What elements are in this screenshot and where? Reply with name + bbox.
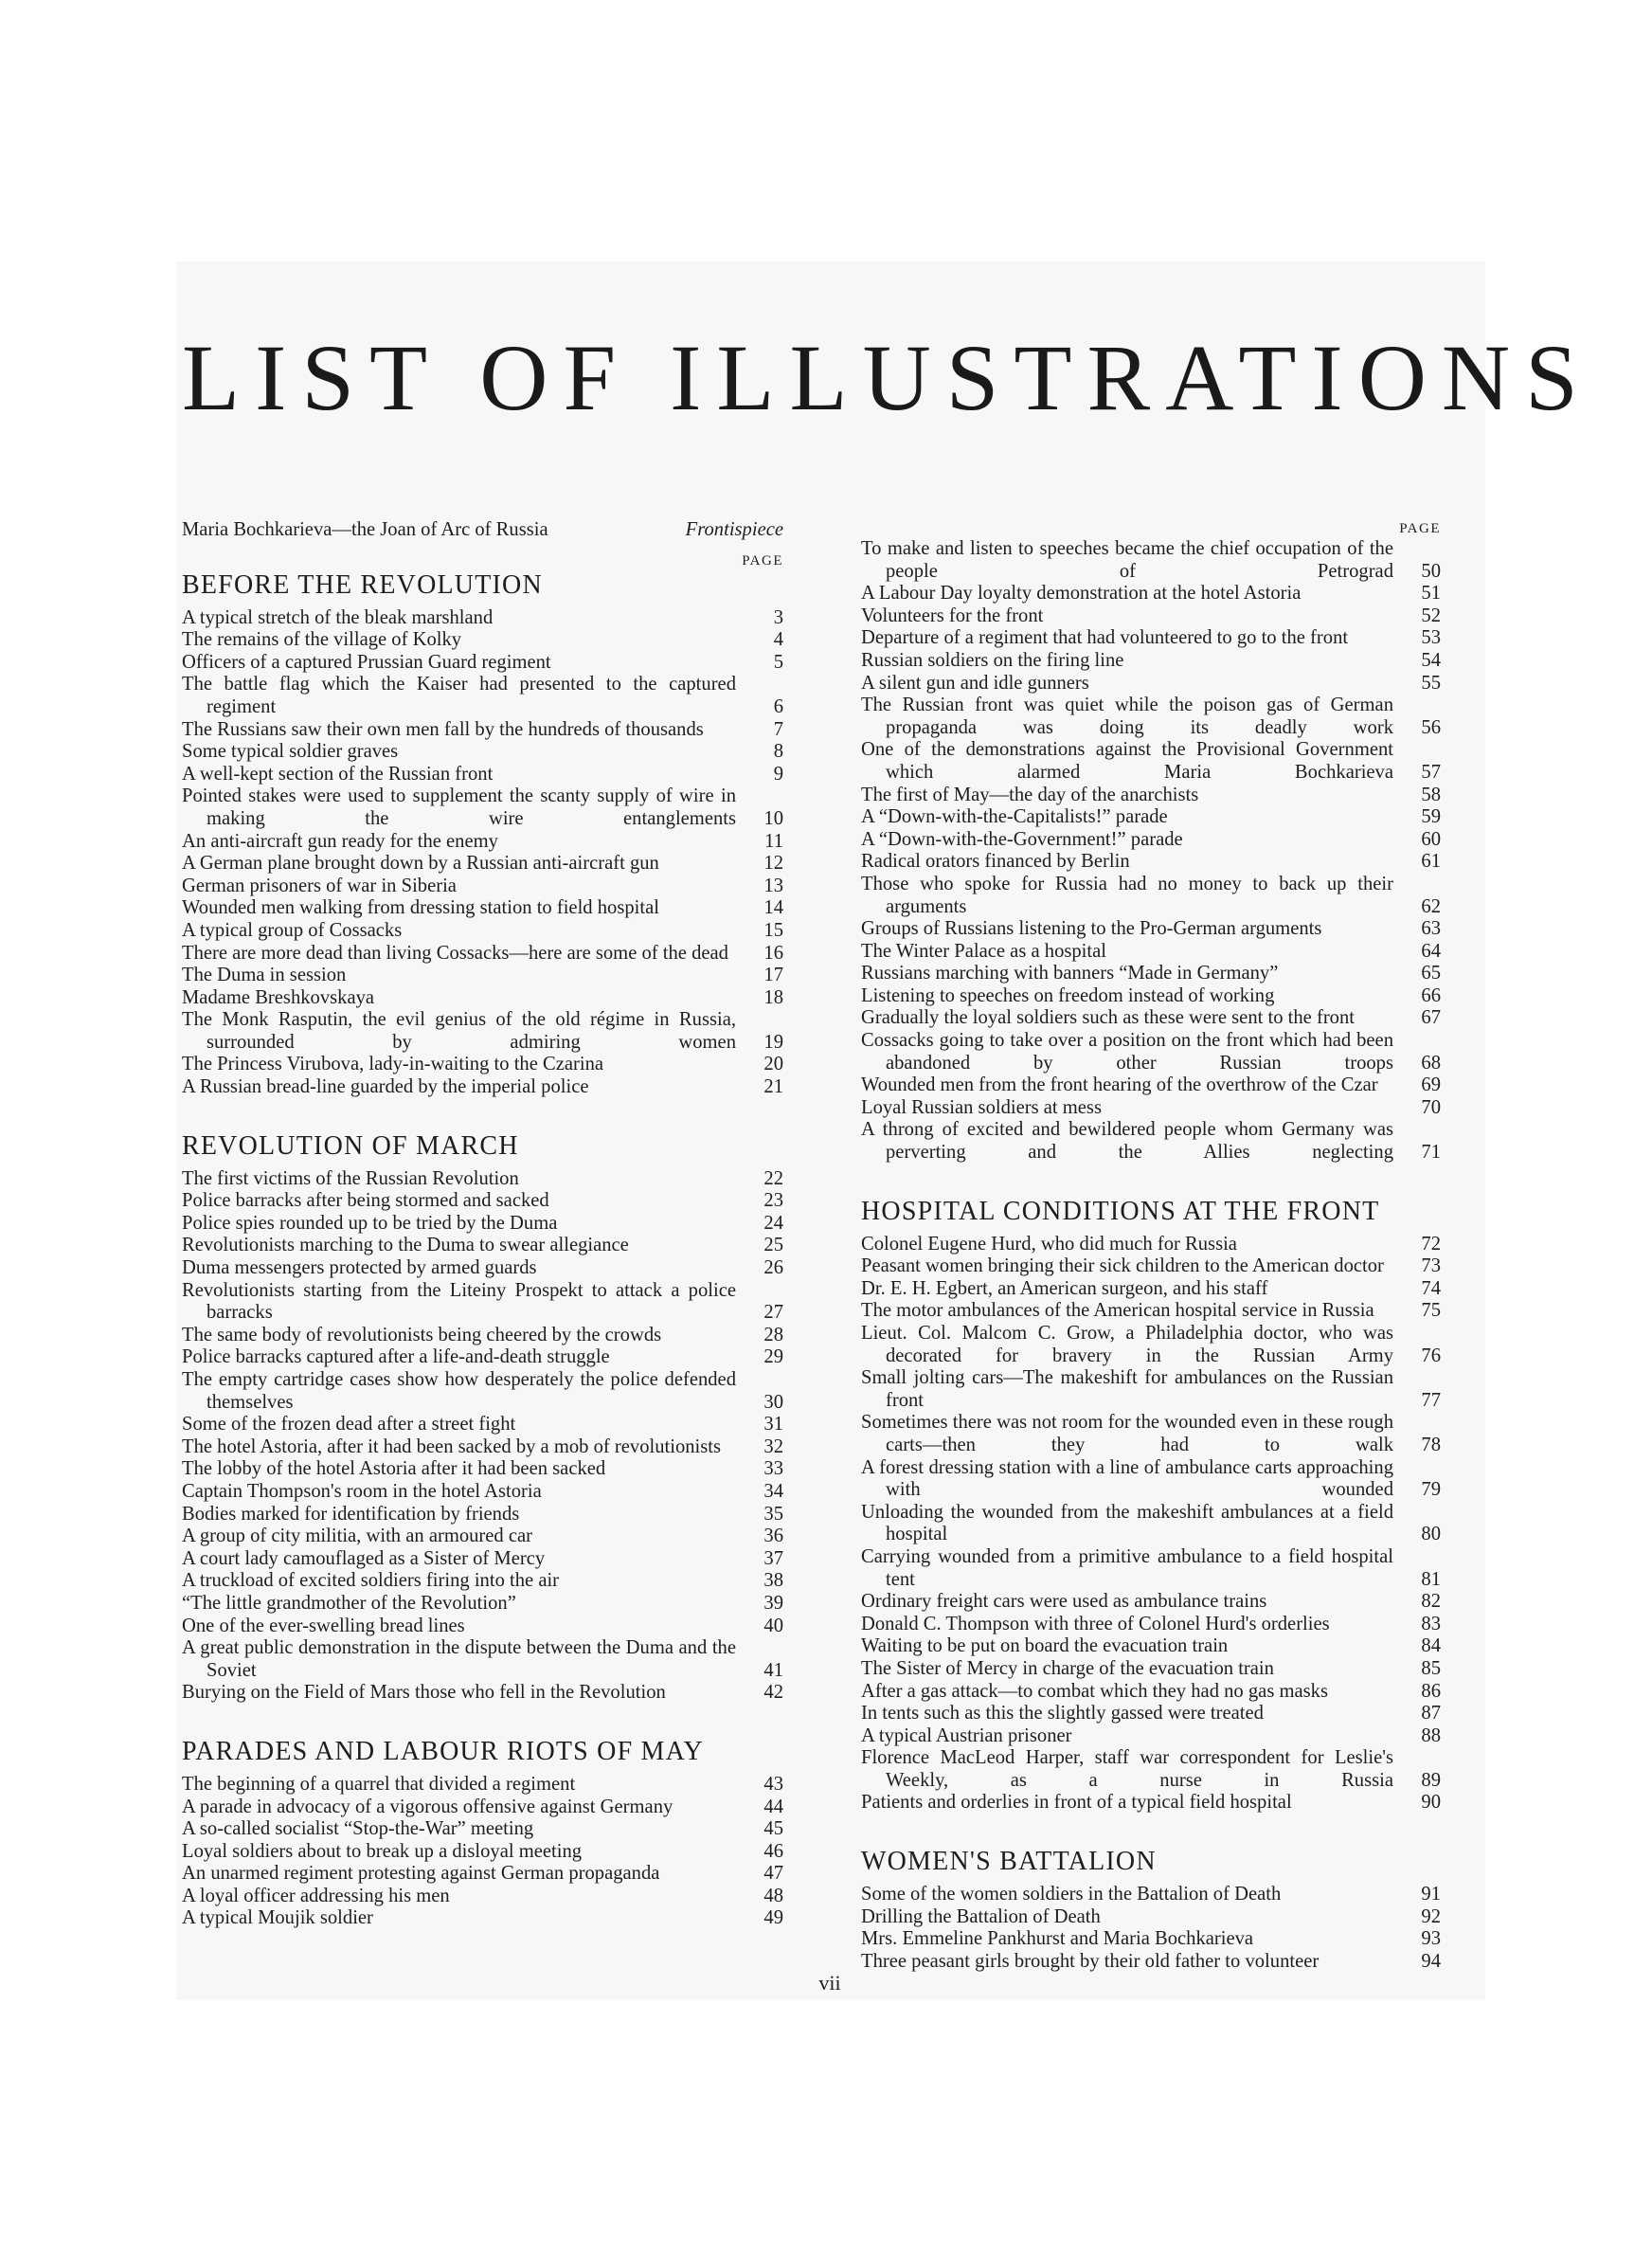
illustration-entry: [861, 1007, 1441, 1030]
illustration-entry: [861, 1884, 1441, 1906]
illustration-caption: Wounded men walking from dressing station to field hospital: [182, 897, 659, 919]
illustration-caption: A so-called socialist “Stop-the-War” meeting: [182, 1818, 534, 1840]
illustration-page-number: 29: [763, 1346, 783, 1368]
illustration-entry: [182, 652, 783, 675]
illustration-entry: [861, 918, 1441, 941]
illustration-page-number: 90: [1421, 1792, 1441, 1814]
illustration-entry: [861, 1951, 1441, 1974]
illustration-entry: [861, 1030, 1441, 1074]
illustration-caption: Groups of Russians listening to the Pro-German arguments: [861, 918, 1322, 940]
illustration-caption: Captain Thompson's room in the hotel Astoria: [182, 1480, 542, 1502]
illustration-page-number: 21: [763, 1076, 783, 1098]
illustration-entry: [182, 1168, 783, 1191]
illustration-page-number: 68: [1421, 1052, 1441, 1074]
illustration-caption: A loyal officer addressing his men: [182, 1885, 450, 1906]
frontispiece-label: Frontispiece: [685, 519, 783, 540]
illustration-entry: [861, 1906, 1441, 1929]
illustration-caption: After a gas attack—to combat which they had no gas masks: [861, 1680, 1328, 1702]
illustration-entry: [861, 1097, 1441, 1120]
section-list-parades-left: [182, 1774, 783, 1930]
illustration-page-number: 75: [1421, 1300, 1441, 1322]
illustration-entry: [861, 785, 1441, 807]
illustration-entry: [182, 1616, 783, 1638]
illustration-page-number: 91: [1421, 1884, 1441, 1905]
illustration-page-number: 22: [763, 1167, 783, 1189]
illustration-caption: A forest dressing station with a line of ambulance carts approaching with wounded: [861, 1456, 1393, 1501]
illustration-page-number: 74: [1421, 1277, 1441, 1299]
illustration-caption: Carrying wounded from a primitive ambulance to a field hospital tent: [861, 1545, 1393, 1590]
illustration-caption: The Monk Rasputin, the evil genius of the old régime in Russia, surrounded by admiring women: [182, 1009, 736, 1053]
illustration-entry: [861, 1614, 1441, 1636]
illustration-caption: The first victims of the Russian Revolution: [182, 1167, 519, 1189]
illustration-entry: [182, 741, 783, 764]
illustration-entry: [861, 695, 1441, 739]
illustration-caption: Madame Breshkovskaya: [182, 986, 375, 1008]
illustration-page-number: 49: [763, 1907, 783, 1929]
illustration-entry: [861, 829, 1441, 852]
illustration-caption: The battle flag which the Kaiser had presented to the captured regiment: [182, 674, 736, 717]
illustration-caption: Officers of a captured Prussian Guard regiment: [182, 651, 551, 673]
illustration-page-number: 6: [773, 695, 783, 717]
frontispiece-text: Maria Bochkarieva—the Joan of Arc of Russia: [182, 519, 548, 540]
illustration-caption: A well-kept section of the Russian front: [182, 763, 494, 785]
page-column-label-right: PAGE: [1399, 521, 1441, 536]
illustration-entry: [182, 764, 783, 786]
illustration-page-number: 62: [1421, 895, 1441, 917]
illustration-page-number: 47: [763, 1863, 783, 1885]
illustration-entry: [861, 1792, 1441, 1815]
illustration-entry: [861, 1725, 1441, 1748]
illustration-page-number: 80: [1421, 1524, 1441, 1545]
illustration-entry: [861, 1074, 1441, 1097]
illustration-entry: [861, 1928, 1441, 1951]
page-title: LIST OF ILLUSTRATIONS: [182, 325, 1593, 430]
illustration-entry: [861, 1119, 1441, 1164]
illustration-page-number: 59: [1421, 806, 1441, 828]
illustration-page-number: 43: [763, 1773, 783, 1795]
illustration-entry: [182, 1190, 783, 1213]
illustration-entry: [861, 963, 1441, 985]
illustration-caption: Duma messengers protected by armed guards: [182, 1257, 537, 1279]
section-heading-before-revolution: BEFORE THE REVOLUTION: [182, 569, 543, 600]
illustration-caption: Florence MacLeod Harper, staff war correspondent for Leslie's Weekly, as a nurse in Russia: [861, 1747, 1393, 1791]
section-heading-hospital-conditions: HOSPITAL CONDITIONS AT THE FRONT: [861, 1196, 1380, 1226]
illustration-entry: [182, 1526, 783, 1548]
illustration-entry: [182, 1458, 783, 1481]
illustration-entry: [861, 1457, 1441, 1502]
illustration-entry: [861, 1703, 1441, 1725]
illustration-caption: Volunteers for the front: [861, 605, 1044, 626]
illustration-page-number: 48: [763, 1885, 783, 1906]
illustration-caption: A typical Moujik soldier: [182, 1907, 373, 1929]
illustration-caption: Ordinary freight cars were used as ambulance trains: [861, 1591, 1267, 1613]
illustration-entry: [182, 897, 783, 920]
illustration-entry: [182, 1548, 783, 1571]
illustration-page-number: 36: [763, 1526, 783, 1547]
illustration-caption: Cossacks going to take over a position on the front which had been abandoned by other Russian troops: [861, 1030, 1393, 1074]
illustration-caption: In tents such as this the slightly gassed were treated: [861, 1703, 1264, 1724]
illustration-caption: Departure of a regiment that had volunteered to go to the front: [861, 627, 1349, 649]
illustration-entry: [861, 1300, 1441, 1323]
illustration-page-number: 53: [1421, 627, 1441, 649]
illustration-page-number: 13: [763, 875, 783, 896]
illustration-page-number: 27: [763, 1302, 783, 1324]
illustration-caption: A German plane brought down by a Russian anti-aircraft gun: [182, 853, 659, 875]
illustration-caption: An anti-aircraft gun ready for the enemy: [182, 830, 498, 852]
illustration-entry: [861, 605, 1441, 628]
illustration-entry: [861, 627, 1441, 650]
illustration-entry: [182, 1907, 783, 1930]
illustration-entry: [861, 1367, 1441, 1412]
illustration-caption: Some typical soldier graves: [182, 741, 399, 763]
illustration-caption: Loyal Russian soldiers at mess: [861, 1096, 1102, 1118]
illustration-page-number: 57: [1421, 761, 1441, 783]
illustration-entry: [182, 1257, 783, 1280]
illustration-page-number: 25: [763, 1235, 783, 1256]
illustration-entry: [182, 1593, 783, 1616]
illustration-entry: [182, 629, 783, 652]
illustration-page-number: 28: [763, 1324, 783, 1345]
illustration-page-number: 65: [1421, 963, 1441, 984]
illustration-page-number: 40: [763, 1615, 783, 1636]
illustration-entry: [182, 1818, 783, 1841]
illustration-caption: Burying on the Field of Mars those who fell in the Revolution: [182, 1682, 666, 1704]
illustration-page-number: 5: [773, 651, 783, 673]
illustration-entry: [861, 1681, 1441, 1704]
illustration-page-number: 87: [1421, 1703, 1441, 1724]
illustration-caption: Three peasant girls brought by their old father to volunteer: [861, 1950, 1320, 1972]
illustration-caption: Small jolting cars—The makeshift for ambulances on the Russian front: [861, 1367, 1393, 1411]
illustration-caption: Peasant women bringing their sick children to the American doctor: [861, 1255, 1384, 1277]
illustration-entry: [182, 853, 783, 876]
illustration-page-number: 15: [763, 919, 783, 941]
illustration-page-number: 93: [1421, 1928, 1441, 1950]
illustration-entry: [182, 1570, 783, 1593]
section-list-hospital-conditions: [861, 1234, 1441, 1815]
illustration-page-number: 69: [1421, 1074, 1441, 1096]
illustration-page-number: 35: [763, 1503, 783, 1525]
illustration-page-number: 51: [1421, 583, 1441, 605]
illustration-caption: Police barracks captured after a life-and-death struggle: [182, 1346, 610, 1368]
illustration-page-number: 85: [1421, 1657, 1441, 1679]
illustration-entry: [861, 1658, 1441, 1681]
illustration-page-number: 37: [763, 1547, 783, 1569]
illustration-caption: A typical group of Cossacks: [182, 919, 403, 941]
illustration-entry: [182, 920, 783, 943]
illustration-caption: Revolutionists marching to the Duma to swear allegiance: [182, 1235, 629, 1256]
illustration-caption: There are more dead than living Cossacks—here are some of the dead: [182, 942, 728, 964]
illustration-page-number: 94: [1421, 1950, 1441, 1972]
illustration-caption: A truckload of excited soldiers firing into the air: [182, 1570, 560, 1592]
illustration-page-number: 56: [1421, 716, 1441, 738]
illustration-entry: [182, 1637, 783, 1682]
illustration-entry: [182, 719, 783, 742]
illustration-page-number: 18: [763, 986, 783, 1008]
illustration-page-number: 38: [763, 1570, 783, 1592]
illustration-entry: [182, 876, 783, 898]
illustration-page-number: 60: [1421, 828, 1441, 850]
illustration-entry: [182, 1436, 783, 1459]
illustration-page-number: 12: [763, 853, 783, 875]
illustration-caption: The hotel Astoria, after it had been sacked by a mob of revolutionists: [182, 1435, 722, 1457]
illustration-caption: The same body of revolutionists being cheered by the crowds: [182, 1324, 662, 1345]
illustration-entry: [861, 673, 1441, 695]
illustration-page-number: 71: [1421, 1142, 1441, 1164]
illustration-page-number: 50: [1421, 560, 1441, 582]
illustration-entry: [861, 806, 1441, 829]
illustration-page-number: 88: [1421, 1724, 1441, 1746]
illustration-entry: [182, 1886, 783, 1908]
illustration-page-number: 81: [1421, 1568, 1441, 1590]
illustration-page-number: 58: [1421, 784, 1441, 805]
illustration-page-number: 86: [1421, 1680, 1441, 1702]
illustration-page-number: 11: [764, 830, 783, 852]
illustration-caption: An unarmed regiment protesting against German propaganda: [182, 1863, 660, 1885]
page-column-label: PAGE: [742, 552, 783, 569]
illustration-caption: Dr. E. H. Egbert, an American surgeon, and his staff: [861, 1277, 1268, 1299]
illustration-page-number: 92: [1421, 1905, 1441, 1927]
illustration-entry: [182, 831, 783, 854]
illustration-caption: A typical Austrian prisoner: [861, 1724, 1072, 1746]
illustration-page-number: 39: [763, 1592, 783, 1614]
illustration-caption: Listening to speeches on freedom instead of working: [861, 984, 1275, 1006]
illustration-page-number: 70: [1421, 1096, 1441, 1118]
illustration-page-number: 44: [763, 1796, 783, 1817]
illustration-caption: The beginning of a quarrel that divided a regiment: [182, 1773, 576, 1795]
illustration-entry: [861, 1635, 1441, 1658]
illustration-page-number: 83: [1421, 1613, 1441, 1634]
illustration-entry: [182, 1797, 783, 1819]
section-heading-womens-battalion: WOMEN'S BATTALION: [861, 1847, 1157, 1877]
illustration-entry: [861, 1255, 1441, 1278]
illustration-entry: [182, 1863, 783, 1886]
illustration-page-number: 55: [1421, 672, 1441, 694]
page-number: vii: [818, 1971, 841, 1995]
illustration-entry: [861, 583, 1441, 605]
illustration-entry: [182, 1369, 783, 1414]
illustration-caption: Some of the women soldiers in the Battalion of Death: [861, 1884, 1282, 1905]
illustration-caption: Wounded men from the front hearing of the overthrow of the Czar: [861, 1074, 1378, 1096]
illustration-entry: [861, 1278, 1441, 1301]
illustration-entry: [861, 650, 1441, 673]
illustration-caption: Police barracks after being stormed and sacked: [182, 1190, 549, 1212]
illustration-caption: Lieut. Col. Malcom C. Grow, a Philadelphia doctor, who was decorated for bravery in the Russian Army: [861, 1323, 1393, 1366]
section-list-parades-right: [861, 538, 1441, 1165]
illustration-page-number: 14: [763, 897, 783, 919]
illustration-entry: [182, 965, 783, 987]
illustration-page-number: 63: [1421, 918, 1441, 940]
illustration-entry: [861, 739, 1441, 784]
frontispiece-entry: [182, 519, 783, 542]
illustration-page-number: 46: [763, 1840, 783, 1862]
illustration-caption: Revolutionists starting from the Liteiny Prospekt to attack a police barracks: [182, 1279, 736, 1324]
illustration-page-number: 61: [1421, 851, 1441, 873]
illustration-page-number: 52: [1421, 605, 1441, 626]
illustration-entry: [182, 785, 783, 830]
illustration-caption: One of the demonstrations against the Provisional Government which alarmed Maria Bochkarieva: [861, 739, 1393, 783]
illustration-caption: Some of the frozen dead after a street fight: [182, 1414, 516, 1435]
illustration-page-number: 19: [763, 1031, 783, 1053]
illustration-entry: [861, 1502, 1441, 1546]
illustration-caption: Russians marching with banners “Made in Germany”: [861, 963, 1279, 984]
illustration-caption: Waiting to be put on board the evacuation train: [861, 1635, 1229, 1657]
illustration-page-number: 7: [773, 718, 783, 740]
illustration-entry: [861, 1234, 1441, 1256]
illustration-entry: [182, 1841, 783, 1864]
illustration-page-number: 67: [1421, 1007, 1441, 1029]
illustration-caption: The Russians saw their own men fall by the hundreds of thousands: [182, 718, 704, 740]
illustration-caption: The Princess Virubova, lady-in-waiting to the Czarina: [182, 1054, 604, 1075]
illustration-entry: [182, 1414, 783, 1436]
illustration-page-number: 73: [1421, 1255, 1441, 1277]
illustration-page-number: 54: [1421, 649, 1441, 671]
illustration-page-number: 9: [773, 763, 783, 785]
illustration-page-number: 3: [773, 606, 783, 628]
illustration-caption: A court lady camouflaged as a Sister of Mercy: [182, 1547, 546, 1569]
illustration-page-number: 45: [763, 1818, 783, 1840]
illustration-page-number: 84: [1421, 1635, 1441, 1657]
illustration-page-number: 20: [763, 1054, 783, 1075]
illustration-caption: The Winter Palace as a hospital: [861, 940, 1106, 962]
illustration-caption: Russian soldiers on the firing line: [861, 649, 1124, 671]
section-list-womens-battalion: [861, 1884, 1441, 1973]
illustration-page-number: 32: [763, 1435, 783, 1457]
illustration-page-number: 79: [1421, 1479, 1441, 1501]
illustration-caption: The first of May—the day of the anarchists: [861, 784, 1199, 805]
section-heading-revolution-of-march: REVOLUTION OF MARCH: [182, 1130, 519, 1161]
illustration-page-number: 4: [773, 629, 783, 651]
illustration-entry: [861, 1323, 1441, 1367]
illustration-entry: [182, 607, 783, 630]
illustration-caption: One of the ever-swelling bread lines: [182, 1615, 465, 1636]
illustration-caption: Patients and orderlies in front of a typical field hospital: [861, 1792, 1292, 1814]
section-heading-parades-and-labour-riots: PARADES AND LABOUR RIOTS OF MAY: [182, 1736, 704, 1766]
illustration-caption: “The little grandmother of the Revolution”: [182, 1592, 516, 1614]
illustration-page-number: 33: [763, 1458, 783, 1480]
illustration-caption: The motor ambulances of the American hospital service in Russia: [861, 1300, 1374, 1322]
illustration-page-number: 26: [763, 1257, 783, 1279]
illustration-entry: [861, 1546, 1441, 1591]
illustration-page-number: 66: [1421, 984, 1441, 1006]
illustration-page-number: 31: [763, 1414, 783, 1435]
illustration-entry: [182, 1682, 783, 1705]
illustration-caption: The Sister of Mercy in charge of the evacuation train: [861, 1657, 1274, 1679]
illustration-page-number: 76: [1421, 1345, 1441, 1366]
illustration-caption: The remains of the village of Kolky: [182, 629, 462, 651]
illustration-caption: A group of city militia, with an armoured car: [182, 1526, 533, 1547]
illustration-caption: The Russian front was quiet while the poison gas of German propaganda was doing its deadly work: [861, 695, 1393, 738]
section-list-before-revolution: [182, 607, 783, 1099]
illustration-entry: [182, 1774, 783, 1797]
illustration-entry: [182, 1481, 783, 1504]
illustration-entry: [861, 851, 1441, 874]
illustration-page-number: 72: [1421, 1233, 1441, 1255]
illustration-entry: [861, 1747, 1441, 1792]
illustration-page-number: 30: [763, 1391, 783, 1413]
illustration-caption: German prisoners of war in Siberia: [182, 875, 457, 896]
illustration-page-number: 64: [1421, 940, 1441, 962]
right-column: [861, 519, 1441, 1973]
illustration-entry: [182, 1504, 783, 1526]
illustration-entry: [861, 1412, 1441, 1456]
illustration-page-number: 16: [763, 942, 783, 964]
illustration-caption: Gradually the loyal soldiers such as these were sent to the front: [861, 1007, 1355, 1029]
illustration-caption: A parade in advocacy of a vigorous offensive against Germany: [182, 1796, 673, 1817]
illustration-entry: [861, 874, 1441, 918]
illustration-page-number: 10: [763, 807, 783, 829]
illustration-page-number: 78: [1421, 1434, 1441, 1455]
illustration-page-number: 77: [1421, 1389, 1441, 1411]
illustration-caption: A “Down-with-the-Capitalists!” parade: [861, 806, 1168, 828]
illustration-entry: [182, 1235, 783, 1257]
illustration-page-number: 17: [763, 965, 783, 986]
illustration-caption: Colonel Eugene Hurd, who did much for Russia: [861, 1233, 1237, 1255]
illustration-caption: Those who spoke for Russia had no money to back up their arguments: [861, 873, 1393, 917]
illustration-caption: Bodies marked for identification by friends: [182, 1503, 520, 1525]
illustration-caption: Mrs. Emmeline Pankhurst and Maria Bochkarieva: [861, 1928, 1254, 1950]
illustration-page-number: 23: [763, 1190, 783, 1212]
illustration-caption: A silent gun and idle gunners: [861, 672, 1089, 694]
illustration-caption: Sometimes there was not room for the wounded even in these rough carts—then they had to walk: [861, 1412, 1393, 1455]
illustration-caption: To make and listen to speeches became the chief occupation of the people of Petrograd: [861, 538, 1393, 582]
illustration-caption: A typical stretch of the bleak marshland: [182, 606, 494, 628]
illustration-entry: [182, 1054, 783, 1076]
illustration-caption: A Russian bread-line guarded by the imperial police: [182, 1076, 589, 1098]
illustration-page-number: 24: [763, 1212, 783, 1234]
illustration-page-number: 89: [1421, 1769, 1441, 1791]
illustration-page-number: 42: [763, 1682, 783, 1704]
illustration-caption: A throng of excited and bewildered people whom Germany was perverting and the Allies neglecting: [861, 1119, 1393, 1164]
illustration-entry: [861, 941, 1441, 964]
illustration-caption: Police spies rounded up to be tried by the Duma: [182, 1212, 558, 1234]
illustration-entry: [861, 538, 1441, 583]
illustration-caption: Donald C. Thompson with three of Colonel Hurd's orderlies: [861, 1613, 1330, 1634]
illustration-caption: Radical orators financed by Berlin: [861, 851, 1130, 873]
illustration-caption: The Duma in session: [182, 965, 347, 986]
illustration-caption: Drilling the Battalion of Death: [861, 1905, 1101, 1927]
illustration-entry: [861, 985, 1441, 1008]
section-list-revolution-of-march: [182, 1168, 783, 1705]
illustration-caption: Loyal soldiers about to break up a disloyal meeting: [182, 1840, 583, 1862]
illustration-entry: [861, 1591, 1441, 1614]
illustration-entry: [182, 987, 783, 1010]
illustration-caption: A Labour Day loyalty demonstration at the hotel Astoria: [861, 583, 1302, 605]
illustration-entry: [182, 674, 783, 718]
illustration-caption: Unloading the wounded from the makeshift ambulances at a field hospital: [861, 1501, 1393, 1545]
illustration-caption: A great public demonstration in the dispute between the Duma and the Soviet: [182, 1637, 736, 1681]
illustration-page-number: 8: [773, 741, 783, 763]
illustration-entry: [182, 1076, 783, 1099]
illustration-caption: Pointed stakes were used to supplement the scanty supply of wire in making the wire entanglements: [182, 785, 736, 829]
illustration-caption: The lobby of the hotel Astoria after it had been sacked: [182, 1458, 606, 1480]
illustration-entry: [182, 1325, 783, 1347]
illustration-page-number: 41: [763, 1659, 783, 1681]
illustration-caption: The empty cartridge cases show how desperately the police defended themselves: [182, 1369, 736, 1413]
illustration-entry: [182, 1346, 783, 1369]
illustration-page-number: 82: [1421, 1591, 1441, 1613]
illustration-page-number: 34: [763, 1480, 783, 1502]
illustration-entry: [182, 1213, 783, 1236]
illustration-entry: [182, 1009, 783, 1054]
left-column: [182, 519, 783, 1930]
illustration-caption: A “Down-with-the-Government!” parade: [861, 828, 1183, 850]
illustration-entry: [182, 1280, 783, 1325]
illustration-entry: [182, 943, 783, 966]
